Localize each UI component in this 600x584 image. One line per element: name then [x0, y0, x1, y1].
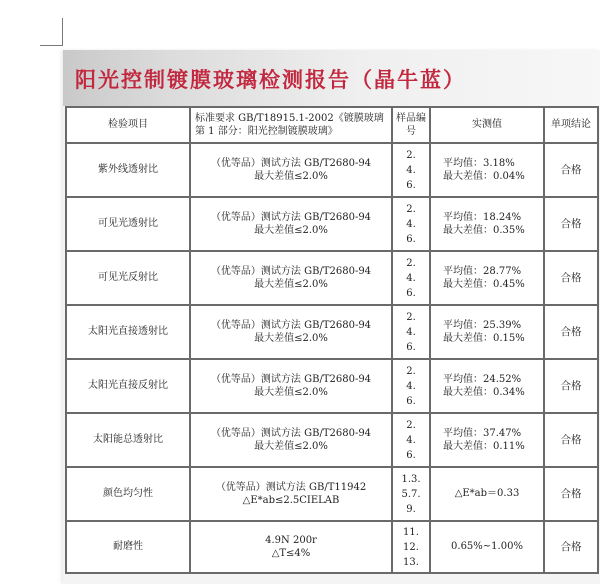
requirement-limit: 最大差值≤2.0% [254, 441, 328, 452]
measured-max-diff: 最大差值：0.45% [443, 279, 525, 290]
conclusion-cell: 合格 [544, 143, 598, 197]
sample-number: 6. [406, 395, 416, 407]
title-banner [63, 50, 600, 106]
sample-number: 4. [406, 380, 416, 392]
requirement-method: （优等品）测试方法 GB/T2680-94 [210, 427, 372, 439]
table-row [66, 521, 598, 573]
conclusion-cell: 合格 [544, 251, 598, 305]
measured-max-diff: 最大差值：0.35% [443, 225, 525, 236]
sample-number: 2. [406, 149, 416, 161]
measured-cell [430, 251, 544, 305]
sample-number: 9. [406, 503, 416, 515]
measured-cell [430, 305, 544, 359]
requirement-method: （优等品）测试方法 GB/T2680-94 [210, 265, 372, 277]
measured-average: 平均值：18.24% [443, 211, 522, 223]
table-row [66, 197, 598, 251]
sample-numbers [392, 305, 430, 359]
requirement-method: （优等品）测试方法 GB/T2680-94 [210, 373, 372, 385]
sample-numbers [392, 521, 430, 573]
header-item: 检验项目 [66, 107, 190, 143]
sample-numbers [392, 143, 430, 197]
item-name: 紫外线透射比 [66, 143, 190, 197]
header-measured: 实测值 [430, 107, 544, 143]
conclusion-cell: 合格 [544, 467, 598, 521]
measured-average: 平均值：24.52% [443, 373, 522, 385]
sample-number: 2. [406, 311, 416, 323]
sample-numbers [392, 251, 430, 305]
requirement-limit: 最大差值≤2.0% [254, 387, 328, 398]
table-row [66, 143, 598, 197]
conclusion-cell: 合格 [544, 359, 598, 413]
sample-number: 2. [406, 203, 416, 215]
measured-max-diff: 最大差值：0.04% [443, 171, 525, 182]
requirement-limit: 最大差值≤2.0% [254, 333, 328, 344]
table-row [66, 359, 598, 413]
requirement-method: （优等品）测试方法 GB/T2680-94 [210, 157, 372, 169]
header-sample: 样品编号 [392, 107, 430, 143]
sample-number: 2. [406, 365, 416, 377]
sample-number: 2. [406, 257, 416, 269]
measured-cell [430, 521, 544, 573]
table-row [66, 305, 598, 359]
item-name: 可见光透射比 [66, 197, 190, 251]
conclusion-cell: 合格 [544, 305, 598, 359]
requirement-cell [190, 521, 392, 573]
requirement-cell [190, 359, 392, 413]
sample-number: 6. [406, 179, 416, 191]
sample-number: 12. [403, 541, 419, 553]
requirement-limit: 最大差值≤2.0% [254, 279, 328, 290]
item-name: 可见光反射比 [66, 251, 190, 305]
sample-number: 11. [403, 526, 419, 538]
sample-number: 4. [406, 218, 416, 230]
requirement-cell [190, 143, 392, 197]
measured-average: 平均值：37.47% [443, 427, 522, 439]
requirement-cell [190, 467, 392, 521]
sample-numbers [392, 413, 430, 467]
conclusion-cell: 合格 [544, 521, 598, 573]
sample-numbers [392, 197, 430, 251]
measured-value: △E*ab＝0.33 [454, 488, 520, 500]
requirement-method: （优等品）测试方法 GB/T2680-94 [210, 211, 372, 223]
sample-numbers [392, 359, 430, 413]
conclusion-cell: 合格 [544, 413, 598, 467]
sample-number: 5.7. [401, 488, 421, 500]
requirement-cell [190, 413, 392, 467]
requirement-method: （优等品）测试方法 GB/T11942 [215, 481, 367, 493]
header-conclusion: 单项结论 [544, 107, 598, 143]
measured-value: 0.65%~1.00% [451, 541, 523, 553]
sample-number: 4. [406, 272, 416, 284]
measured-max-diff: 最大差值：0.15% [443, 333, 525, 344]
table-row [66, 467, 598, 521]
item-name: 太阳能总透射比 [66, 413, 190, 467]
crop-mark-horizontal [40, 45, 62, 46]
measured-cell [430, 359, 544, 413]
sample-number: 6. [406, 341, 416, 353]
item-name: 太阳光直接透射比 [66, 305, 190, 359]
table-row [66, 413, 598, 467]
sample-number: 4. [406, 326, 416, 338]
requirement-limit: 最大差值≤2.0% [254, 171, 328, 182]
header-row [66, 107, 598, 143]
measured-cell [430, 467, 544, 521]
crop-mark-vertical [62, 18, 63, 46]
sample-numbers [392, 467, 430, 521]
header-requirement: 标准要求 GB/T18915.1-2002《镀膜玻璃第 1 部分：阳光控制镀膜玻璃》 [190, 107, 392, 143]
requirement-limit: △T≤4% [271, 548, 311, 559]
requirement-cell [190, 197, 392, 251]
item-name: 颜色均匀性 [66, 467, 190, 521]
measured-average: 平均值：28.77% [443, 265, 522, 277]
sample-number: 6. [406, 449, 416, 461]
measured-cell [430, 197, 544, 251]
conclusion-cell: 合格 [544, 197, 598, 251]
measured-max-diff: 最大差值：0.34% [443, 387, 525, 398]
measured-cell [430, 143, 544, 197]
requirement-limit: 最大差值≤2.0% [254, 225, 328, 236]
report-title: 阳光控制镀膜玻璃检测报告（晶牛蓝） [75, 67, 466, 92]
sample-number: 6. [406, 287, 416, 299]
sample-number: 2. [406, 419, 416, 431]
measured-max-diff: 最大差值：0.11% [443, 441, 525, 452]
measured-average: 平均值：3.18% [443, 157, 515, 169]
requirement-cell [190, 251, 392, 305]
requirement-limit: △E*ab≤2.5CIELAB [242, 495, 340, 506]
sample-number: 1.3. [401, 473, 421, 485]
measured-cell [430, 413, 544, 467]
sample-number: 4. [406, 434, 416, 446]
sample-number: 13. [403, 556, 419, 568]
table-row [66, 251, 598, 305]
requirement-method: 4.9N 200r [265, 534, 317, 546]
measured-average: 平均值：25.39% [443, 319, 522, 331]
report-sheet [63, 50, 600, 584]
requirement-method: （优等品）测试方法 GB/T2680-94 [210, 319, 372, 331]
sample-number: 4. [406, 164, 416, 176]
report-table [65, 106, 599, 574]
item-name: 太阳光直接反射比 [66, 359, 190, 413]
sample-number: 6. [406, 233, 416, 245]
item-name: 耐磨性 [66, 521, 190, 573]
requirement-cell [190, 305, 392, 359]
